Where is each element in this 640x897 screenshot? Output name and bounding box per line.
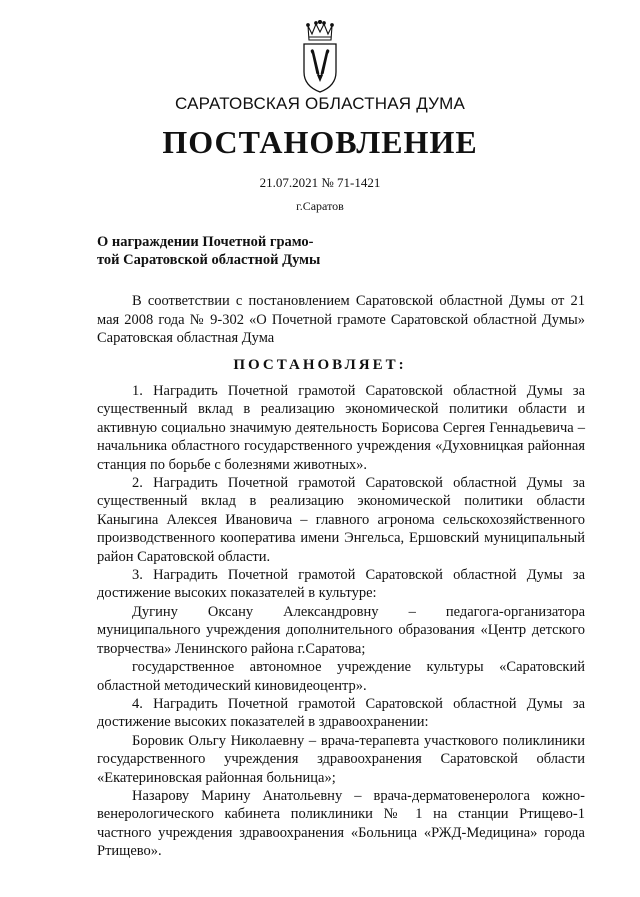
preamble-block: [97, 292, 585, 348]
decree-item: 2. Наградить Почетной грамотой Саратовской областной Думы за существенный вклад в реализацию экономической политики области Каныгина Алексея Ивановича – главного агронома сельскохозяйственного производственного кооператива имени Энгельса, Ершовский муниципальный район Саратовской области.: [97, 475, 585, 565]
decree-items: [97, 382, 585, 861]
document-subject: [97, 233, 347, 269]
subject-line: той Саратовской областной Думы: [97, 252, 321, 268]
decree-item: Назарову Марину Анатольевну – врача-дерматовенеролога кожно-венерологического кабинета поликлиники № 1 на станции Ртищево-1 частного учреждения здравоохранения «Больница «РЖД-Медицина» города Ртищево».: [97, 787, 585, 860]
subject-line: О награждении Почетной грамо-: [97, 234, 314, 250]
document-date-number: 21.07.2021 № 71-1421: [259, 175, 381, 190]
decree-item: государственное автономное учреждение культуры «Саратовский областной методический киновидеоцентр».: [97, 659, 585, 694]
decree-item: 4. Наградить Почетной грамотой Саратовской областной Думы за достижение высоких показателей в здравоохранении:: [97, 695, 585, 731]
organization-name: САРАТОВСКАЯ ОБЛАСТНАЯ ДУМА: [174, 94, 465, 113]
document-type: ПОСТАНОВЛЕНИЕ: [162, 124, 478, 160]
decree-item: Боровик Ольгу Николаевну – врача-терапевта участкового поликлиники государственного учреждения здравоохранения Саратовской области «Екатериновская районная больница»;: [97, 732, 585, 786]
document-city: г.Саратов: [296, 199, 344, 213]
decree-heading: ПОСТАНОВЛЯЕТ:: [233, 357, 407, 373]
decree-item: Дугину Оксану Александровну – педагога-организатора муниципального учреждения дополнительного образования «Центр детского творчества» Ленинского района г.Саратова;: [97, 603, 585, 657]
preamble-paragraph: В соответствии с постановлением Саратовской областной Думы от 21 мая 2008 года № 9-302 «О Почетной грамоте Саратовской областной Думы» Саратовская областная Дума: [97, 293, 585, 347]
decree-item: 1. Наградить Почетной грамотой Саратовской областной Думы за существенный вклад в реализацию экономической политики области и активную социально значимую деятельность Борисова Сергея Геннадьевича – начальника областного государственного учреждения «Духовницкая районная станция по борьбе с болезнями животных».: [97, 383, 585, 473]
decree-item: 3. Наградить Почетной грамотой Саратовской областной Думы за достижение высоких показателей в культуре:: [97, 567, 585, 602]
coat-of-arms-icon: [300, 20, 340, 94]
